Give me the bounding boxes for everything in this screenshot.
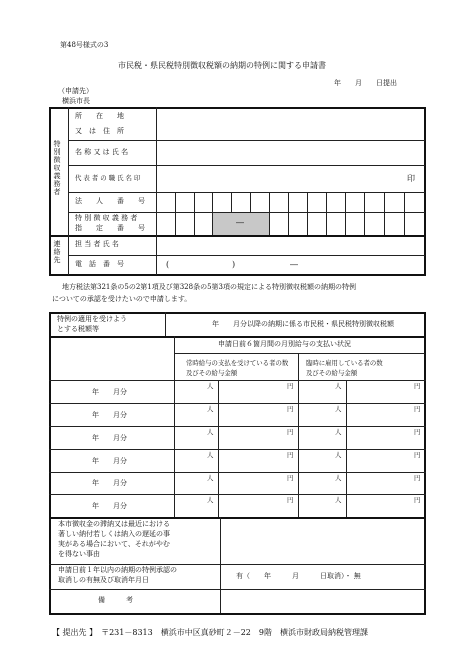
yen-unit: 円 — [287, 496, 294, 504]
remarks-field[interactable] — [222, 591, 423, 612]
yen-unit: 円 — [414, 428, 421, 436]
statement-line-1: 地方税法第321条の5の2第1項及び第328条の5第3項の規定による特別徴収税額の納期の特例 — [62, 283, 356, 291]
arrears-line-1: 本市徴収金の滞納又は最近における — [58, 520, 170, 528]
temp-employee-col-line-2: 及びその給与金額 — [306, 369, 358, 377]
arrears-line-2: 著しい納付若しくは納入の遅延の事 — [58, 530, 170, 538]
yen-unit: 円 — [287, 382, 294, 390]
cancellation-line-1: 申請日前１年以内の納期の特例承認の — [58, 566, 177, 574]
phone-dash: ― — [290, 260, 298, 269]
addressee: 横浜市長 — [62, 97, 90, 105]
address-field[interactable] — [158, 109, 423, 139]
temp-employee-col-line-1: 臨時に雇用している者の数 — [306, 359, 383, 367]
person-unit: 人 — [207, 496, 214, 504]
regular-employee-col-line-2: 及びその給与金額 — [186, 369, 238, 377]
yen-unit: 円 — [414, 451, 421, 459]
name-field[interactable] — [158, 142, 423, 164]
designation-number-label: 指 定 番 号 — [75, 224, 145, 232]
yen-unit: 円 — [287, 474, 294, 482]
month-label: 年 月分 — [92, 457, 127, 465]
yen-unit: 円 — [414, 405, 421, 413]
month-label: 年 月分 — [92, 388, 127, 396]
name-label: 名 称 又 は 氏 名 — [75, 148, 129, 156]
person-unit: 人 — [207, 405, 214, 413]
corporate-number-field[interactable] — [158, 194, 423, 211]
application-value-field[interactable] — [167, 314, 423, 335]
yen-unit: 円 — [287, 451, 294, 459]
representative-label: 代 表 者 の 職 氏 名 印 — [75, 174, 141, 182]
remarks-label: 備 考 — [98, 596, 133, 604]
designation-dash: ― — [236, 218, 244, 227]
person-unit: 人 — [335, 451, 342, 459]
seal-mark: 印 — [407, 174, 415, 183]
yen-unit: 円 — [414, 382, 421, 390]
regular-employee-col-line-1: 常時給与の支払を受けている者の数 — [186, 359, 289, 367]
document-title: 市民税・県民税特別徴収税額の納期の特例に関する申請書 — [118, 61, 326, 70]
month-label: 年 月分 — [92, 479, 127, 487]
yen-unit: 円 — [414, 474, 421, 482]
designation-number-field[interactable] — [158, 214, 423, 234]
contact-person-field[interactable] — [158, 237, 423, 254]
cancellation-field[interactable] — [222, 566, 423, 588]
yen-unit: 円 — [287, 405, 294, 413]
residence-label: 又 は 住 所 — [75, 127, 124, 135]
cancellation-value: 有（ 年 月 日取消）・ 無 — [236, 572, 361, 580]
yen-unit: 円 — [414, 496, 421, 504]
person-unit: 人 — [207, 451, 214, 459]
form-number: 第48号様式の3 — [60, 41, 109, 49]
contact-person-label: 担 当 者 氏 名 — [75, 240, 119, 248]
phone-close-paren: ) — [232, 260, 236, 269]
submission-date: 年 月 日提出 — [334, 79, 397, 87]
person-unit: 人 — [335, 474, 342, 482]
address-label: 所 在 地 — [75, 112, 124, 120]
phone-label: 電 話 番 号 — [75, 260, 124, 268]
representative-field[interactable] — [158, 167, 403, 191]
application-label-line-1: 特例の適用を受けよう — [57, 315, 127, 323]
person-unit: 人 — [335, 382, 342, 390]
application-value: 年 月分以降の納期に係る市民税・県民税特別徴収税額 — [212, 320, 394, 328]
person-unit: 人 — [207, 474, 214, 482]
phone-field[interactable] — [158, 257, 423, 273]
yen-unit: 円 — [287, 428, 294, 436]
phone-open-paren: ( — [166, 260, 170, 269]
collector-section-label: 特別徴収義務者 — [53, 140, 61, 196]
person-unit: 人 — [335, 405, 342, 413]
arrears-line-3: 実がある場合において、それがやむ — [58, 540, 170, 548]
addressee-label: （申請先） — [58, 87, 93, 95]
person-unit: 人 — [335, 496, 342, 504]
month-label: 年 月分 — [92, 502, 127, 510]
application-label-line-2: とする税額等 — [57, 325, 99, 333]
person-unit: 人 — [207, 382, 214, 390]
arrears-line-4: を得ない事由 — [58, 550, 100, 558]
salary-header: 申請日前６箇月間の月別給与の支払い状況 — [218, 340, 351, 348]
cancellation-line-2: 取消しの有無及び取消年月日 — [58, 576, 149, 584]
collector-designation-label: 特 別 徴 収 義 務 者 — [75, 214, 138, 222]
corporate-number-label: 法 人 番 号 — [75, 197, 145, 205]
month-label: 年 月分 — [92, 411, 127, 419]
person-unit: 人 — [207, 428, 214, 436]
contact-section-label: 連絡先 — [53, 240, 61, 264]
month-label: 年 月分 — [92, 434, 127, 442]
person-unit: 人 — [335, 428, 342, 436]
submission-destination: 【 提出先 】 〒231－8313 横浜市中区真砂町２－22 9階 横浜市財政局納税管理課 — [52, 628, 368, 637]
arrears-reason-field[interactable] — [222, 519, 423, 563]
statement-line-2: についての承認を受けたいので申請します。 — [52, 295, 192, 303]
